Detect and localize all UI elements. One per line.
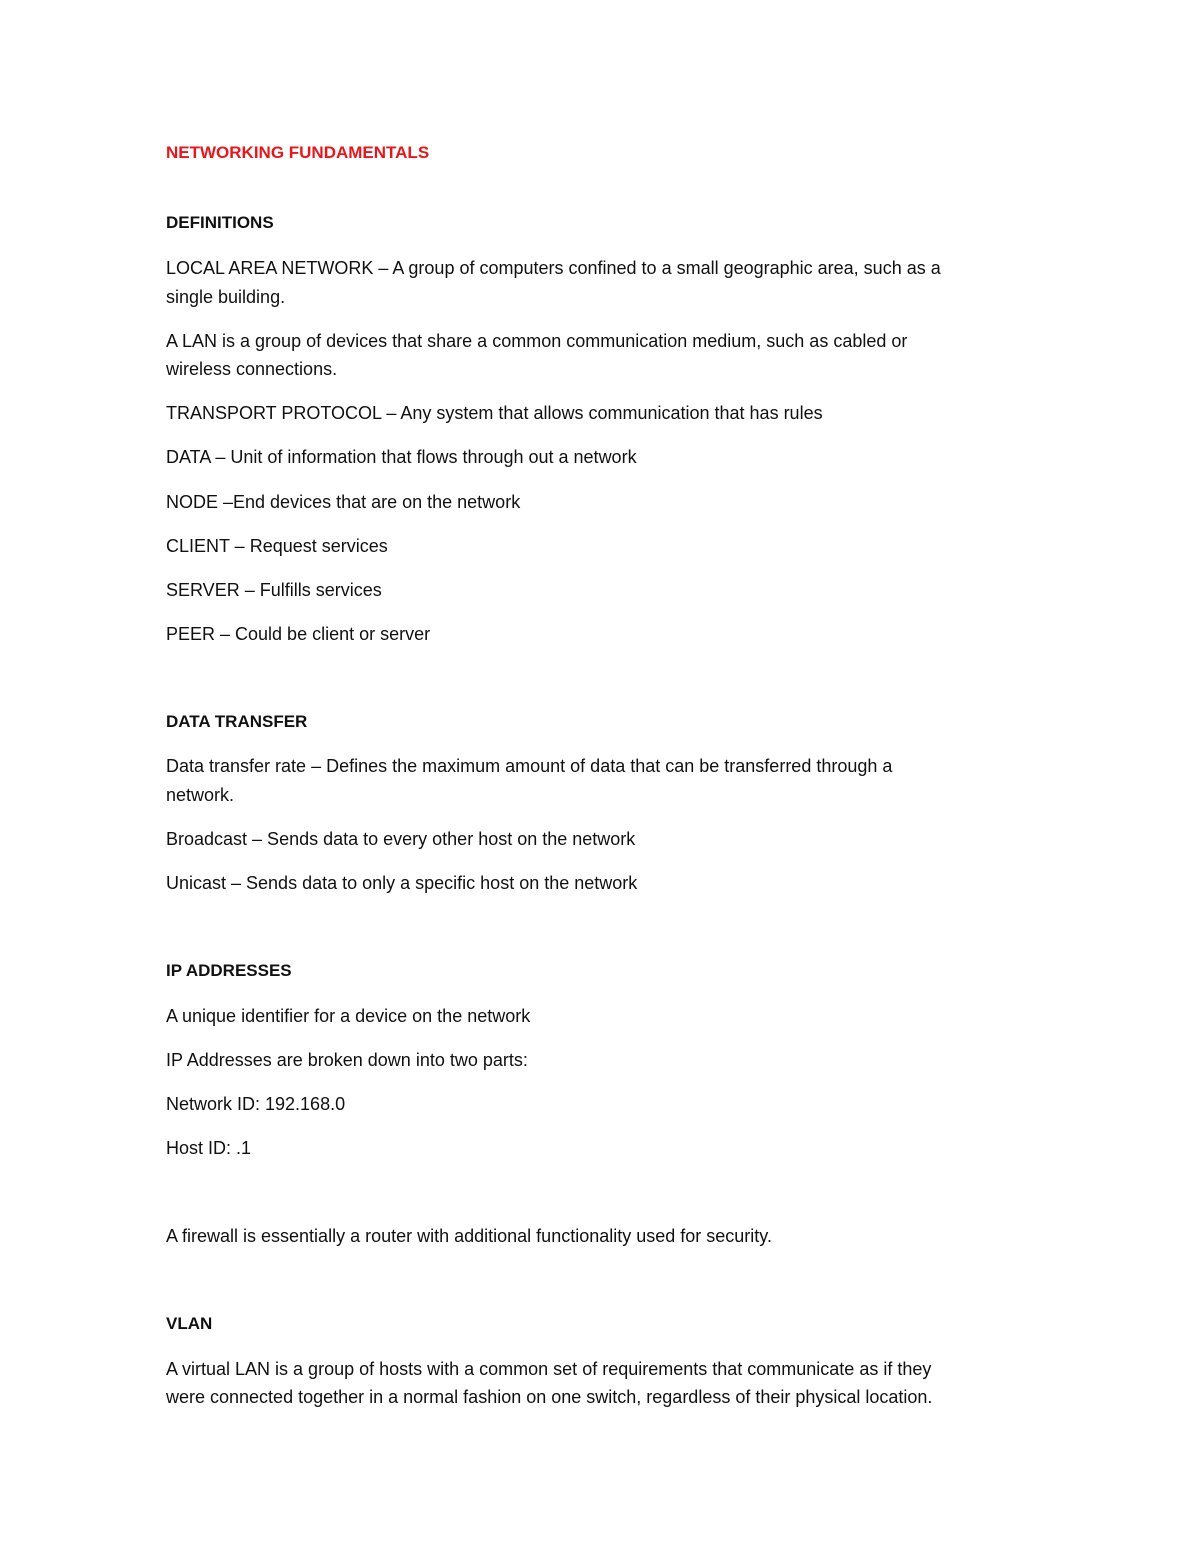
definitions-heading: DEFINITIONS [166, 213, 274, 232]
host-id-text: Host ID: .1 [166, 1138, 252, 1158]
server-definition: SERVER – Fulfills services [166, 580, 382, 600]
client-definition: CLIENT – Request services [166, 536, 388, 556]
vlan-heading: VLAN [166, 1314, 213, 1333]
peer-definition: PEER – Could be client or server [166, 624, 431, 644]
data-transfer-rate-line-1: Data transfer rate – Defines the maximum amount of data that can be transferred through a [166, 756, 893, 776]
document-title: NETWORKING FUNDAMENTALS [166, 143, 430, 162]
broadcast-definition: Broadcast – Sends data to every other host on the network [166, 829, 636, 849]
lan-description-line-2: wireless connections. [166, 359, 338, 379]
unicast-definition: Unicast – Sends data to only a specific host on the network [166, 873, 638, 893]
ip-identifier-text: A unique identifier for a device on the network [166, 1006, 531, 1026]
ip-addresses-heading: IP ADDRESSES [166, 961, 292, 980]
ip-parts-text: IP Addresses are broken down into two parts: [166, 1050, 528, 1070]
data-definition: DATA – Unit of information that flows through out a network [166, 447, 637, 467]
node-definition: NODE –End devices that are on the network [166, 492, 521, 512]
lan-definition-line-2: single building. [166, 287, 286, 307]
vlan-text-line-2: were connected together in a normal fashion on one switch, regardless of their physical location. [166, 1387, 933, 1407]
lan-description-line-1: A LAN is a group of devices that share a common communication medium, such as cabled or [166, 331, 908, 351]
firewall-text: A firewall is essentially a router with additional functionality used for security. [166, 1226, 772, 1246]
data-transfer-rate-line-2: network. [166, 785, 235, 805]
data-transfer-heading: DATA TRANSFER [166, 712, 308, 731]
lan-definition-line-1: LOCAL AREA NETWORK – A group of computers confined to a small geographic area, such as a [166, 258, 941, 278]
transport-protocol-definition: TRANSPORT PROTOCOL – Any system that allows communication that has rules [166, 403, 823, 423]
network-id-text: Network ID: 192.168.0 [166, 1094, 346, 1114]
vlan-text-line-1: A virtual LAN is a group of hosts with a common set of requirements that communicate as if they [166, 1359, 932, 1379]
